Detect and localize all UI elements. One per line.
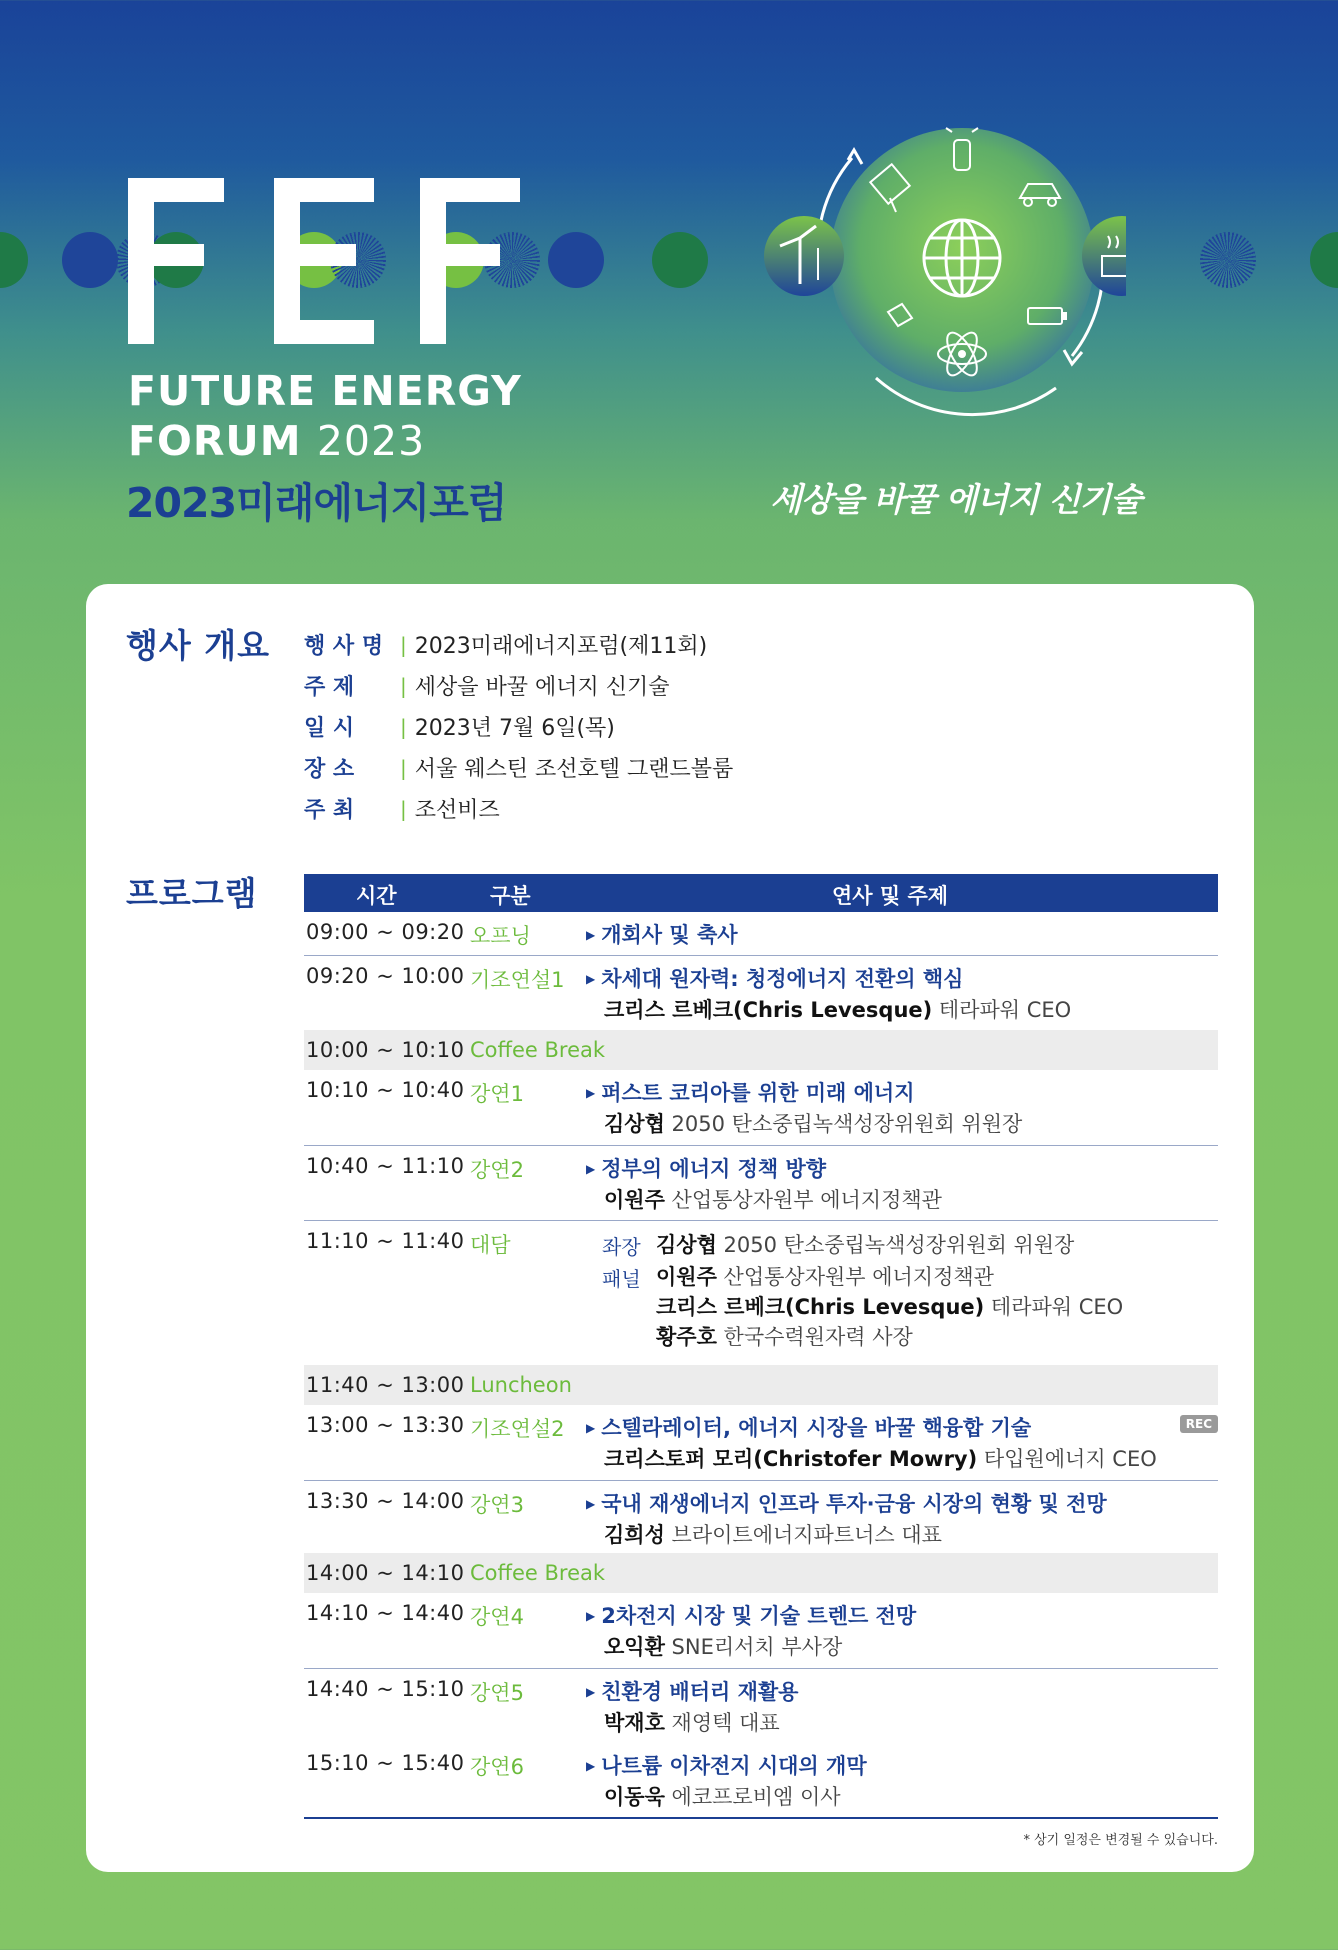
row-time: 11:10 ~ 11:40 bbox=[306, 1229, 465, 1253]
row-category: 강연6 bbox=[470, 1755, 524, 1779]
overview-list bbox=[304, 624, 733, 829]
row-speaker: 크리스토퍼 모리(Christofer Mowry) 타입원에너지 CEO bbox=[604, 1447, 1157, 1471]
row-speaker: 김상협 2050 탄소중립녹색성장위원회 위원장 bbox=[604, 1112, 1023, 1136]
row-time: 10:00 ~ 10:10 bbox=[306, 1038, 465, 1062]
row-time: 14:10 ~ 14:40 bbox=[306, 1601, 465, 1625]
row-category: 강연5 bbox=[470, 1681, 524, 1705]
overview-key: 일 시 bbox=[304, 716, 355, 741]
triangle-bullet-icon: ▶ bbox=[586, 1162, 596, 1176]
overview-value: 서울 웨스틴 조선호텔 그랜드볼룸 bbox=[414, 757, 734, 782]
row-time: 14:40 ~ 15:10 bbox=[306, 1677, 465, 1701]
overview-key: 장 소 bbox=[304, 757, 355, 782]
globe-icon bbox=[924, 220, 1000, 296]
chair-speaker: 김상협 2050 탄소중립녹색성장위원회 위원장 bbox=[656, 1233, 1075, 1257]
row-speaker: 이원주 산업통상자원부 에너지정책관 bbox=[604, 1188, 942, 1212]
row-time: 14:00 ~ 14:10 bbox=[306, 1561, 465, 1585]
row-time: 09:00 ~ 09:20 bbox=[306, 920, 465, 944]
panel-speaker: 이원주 산업통상자원부 에너지정책관 bbox=[656, 1265, 994, 1289]
panel-label: 패널 bbox=[602, 1267, 641, 1291]
header bbox=[0, 0, 1338, 580]
program-row bbox=[304, 1405, 1218, 1481]
header-time: 시간 bbox=[356, 884, 397, 908]
overview-row: 행 사 명 | 2023미래에너지포럼(제11회) bbox=[304, 624, 733, 665]
overview-key: 주 최 bbox=[304, 798, 355, 823]
row-time: 15:10 ~ 15:40 bbox=[306, 1751, 465, 1775]
program-row bbox=[304, 1365, 1218, 1405]
row-topic: ▶ 국내 재생에너지 인프라 투자·금융 시장의 현황 및 전망 bbox=[586, 1492, 1107, 1516]
row-category: 오프닝 bbox=[470, 924, 531, 948]
row-time: 10:40 ~ 11:10 bbox=[306, 1154, 465, 1178]
program-row bbox=[304, 1669, 1218, 1743]
triangle-bullet-icon: ▶ bbox=[586, 1609, 596, 1623]
program-header bbox=[304, 874, 1218, 912]
program-row bbox=[304, 1070, 1218, 1146]
row-topic: ▶ 나트륨 이차전지 시대의 개막 bbox=[586, 1754, 867, 1778]
program-table bbox=[304, 874, 1218, 1847]
overview-key: 행 사 명 bbox=[304, 634, 384, 659]
program-row bbox=[304, 956, 1218, 1030]
brand-korean: 2023미래에너지포럼 bbox=[126, 479, 507, 527]
row-topic: ▶ 정부의 에너지 정책 방향 bbox=[586, 1157, 827, 1181]
program-footer bbox=[304, 1817, 1218, 1847]
row-speaker: 이동욱 에코프로비엠 이사 bbox=[604, 1785, 841, 1809]
row-time: 13:30 ~ 14:00 bbox=[306, 1489, 465, 1513]
row-time: 11:40 ~ 13:00 bbox=[306, 1373, 465, 1397]
triangle-bullet-icon: ▶ bbox=[586, 1497, 596, 1511]
panel-speaker: 크리스 르베크(Chris Levesque) 테라파워 CEO bbox=[656, 1295, 1124, 1319]
overview-key: 주 제 bbox=[304, 675, 355, 700]
row-topic: ▶ 퍼스트 코리아를 위한 미래 에너지 bbox=[586, 1081, 915, 1105]
row-category: Coffee Break bbox=[470, 1561, 606, 1585]
triangle-bullet-icon: ▶ bbox=[586, 1685, 596, 1699]
header-speaker: 연사 및 주제 bbox=[832, 884, 949, 908]
rec-badge: REC bbox=[1180, 1415, 1218, 1433]
row-speaker: 크리스 르베크(Chris Levesque) 테라파워 CEO bbox=[604, 998, 1072, 1022]
triangle-bullet-icon: ▶ bbox=[586, 972, 596, 986]
program-row bbox=[304, 1146, 1218, 1221]
row-category: 기조연설1 bbox=[470, 968, 565, 992]
row-topic: ▶ 2차전지 시장 및 기술 트렌드 전망 bbox=[586, 1604, 917, 1628]
overview-row: 주 최 | 조선비즈 bbox=[304, 788, 733, 829]
program-row bbox=[304, 1481, 1218, 1553]
triangle-bullet-icon: ▶ bbox=[586, 1421, 596, 1435]
row-category: Luncheon bbox=[470, 1373, 572, 1397]
row-speaker: 박재호 재영텍 대표 bbox=[604, 1711, 780, 1735]
info-card bbox=[86, 584, 1254, 1872]
triangle-bullet-icon: ▶ bbox=[586, 1759, 596, 1773]
row-category: 강연1 bbox=[470, 1082, 524, 1106]
panel-speaker: 황주호 한국수력원자력 사장 bbox=[656, 1325, 913, 1349]
row-time: 09:20 ~ 10:00 bbox=[306, 964, 465, 988]
row-time: 10:10 ~ 10:40 bbox=[306, 1078, 465, 1102]
fef-logo bbox=[128, 178, 522, 344]
energy-emblem bbox=[756, 88, 1126, 428]
triangle-bullet-icon: ▶ bbox=[586, 928, 596, 942]
slogan: 세상을 바꿀 에너지 신기술 bbox=[770, 480, 1142, 519]
header-category: 구분 bbox=[490, 884, 531, 908]
row-topic: ▶ 스텔라레이터, 에너지 시장을 바꿀 핵융합 기술 bbox=[586, 1416, 1032, 1440]
row-topic: ▶ 친환경 배터리 재활용 bbox=[586, 1680, 799, 1704]
overview-row: 장 소 | 서울 웨스틴 조선호텔 그랜드볼룸 bbox=[304, 747, 733, 788]
row-category: 기조연설2 bbox=[470, 1417, 565, 1441]
overview-title: 행사 개요 bbox=[126, 626, 271, 665]
overview-value: 2023년 7월 6일(목) bbox=[414, 716, 615, 741]
program-row bbox=[304, 1221, 1218, 1365]
row-speaker: 김희성 브라이트에너지파트너스 대표 bbox=[604, 1523, 942, 1547]
program-row bbox=[304, 1743, 1218, 1817]
program-row bbox=[304, 1593, 1218, 1669]
chair-label: 좌장 bbox=[602, 1235, 641, 1259]
brand-english: FUTURE ENERGY FORUM 2023 bbox=[128, 367, 522, 465]
overview-value: 세상을 바꿀 에너지 신기술 bbox=[414, 675, 670, 700]
row-category: 강연4 bbox=[470, 1605, 524, 1629]
overview-row: 주 제 | 세상을 바꿀 에너지 신기술 bbox=[304, 665, 733, 706]
program-title: 프로그램 bbox=[126, 874, 258, 913]
program-row bbox=[304, 1030, 1218, 1070]
wind-turbine-icon bbox=[764, 216, 844, 296]
overview-value: 2023미래에너지포럼(제11회) bbox=[414, 634, 708, 659]
row-category: 강연3 bbox=[470, 1493, 524, 1517]
overview-row: 일 시 | 2023년 7월 6일(목) bbox=[304, 706, 733, 747]
row-time: 13:00 ~ 13:30 bbox=[306, 1413, 465, 1437]
row-category: Coffee Break bbox=[470, 1038, 606, 1062]
row-topic: ▶ 개회사 및 축사 bbox=[586, 923, 738, 947]
triangle-bullet-icon: ▶ bbox=[586, 1086, 596, 1100]
overview-value: 조선비즈 bbox=[414, 798, 500, 823]
row-speaker: 오익환 SNE리서치 부사장 bbox=[604, 1635, 843, 1659]
row-category: 강연2 bbox=[470, 1158, 524, 1182]
program-row bbox=[304, 912, 1218, 956]
row-topic: ▶ 차세대 원자력: 청정에너지 전환의 핵심 bbox=[586, 967, 964, 991]
row-category: 대담 bbox=[470, 1233, 511, 1257]
schedule-note: * 상기 일정은 변경될 수 있습니다. bbox=[1023, 1833, 1218, 1848]
program-row bbox=[304, 1553, 1218, 1593]
